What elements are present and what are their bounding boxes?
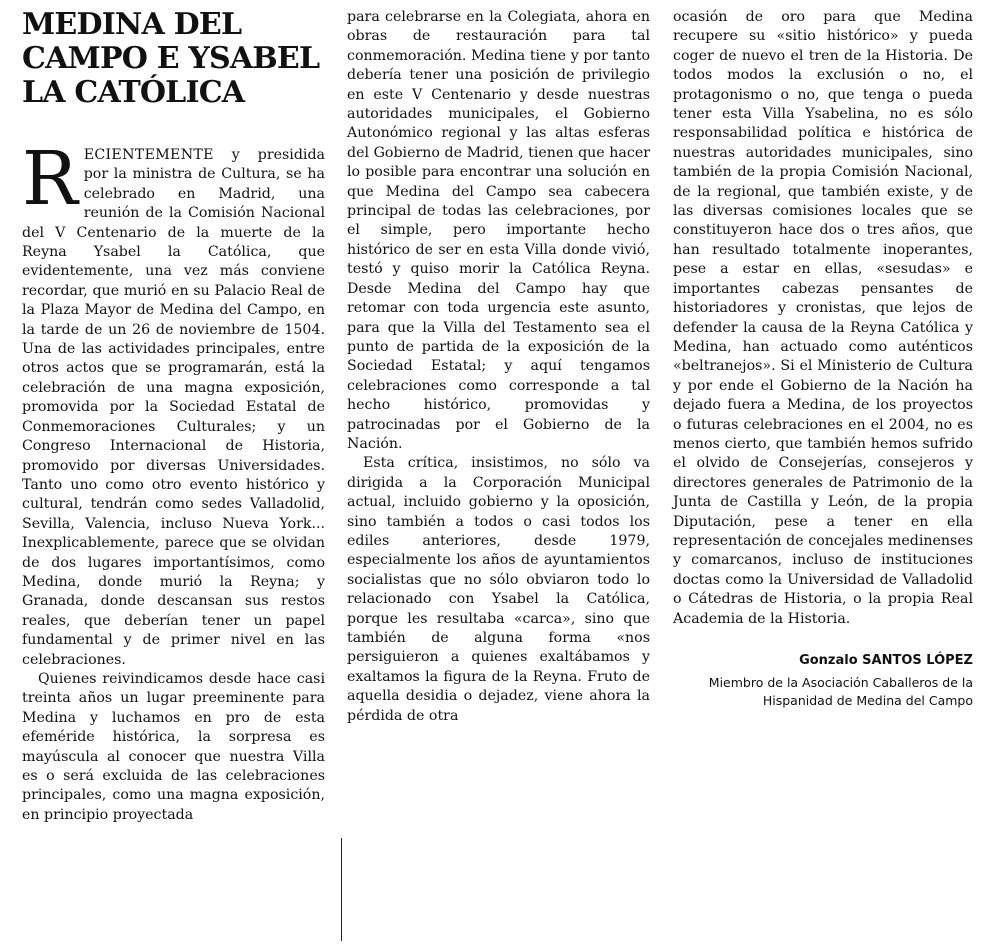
paragraph-1-text: y presidida por la ministra de Cultura, se ha celebrado en Madrid, una reunión de la Comisión Nacional del V Centenario de la muerte de la Reyna Ysabel la Católica, que evidentemente, una vez más conviene recordar, que murió en su Palacio Real de la Plaza Mayor de Medina del Campo, en la tarde de un 26 de noviembre de 1504. Una de las actividades principales, entre otros actos que se programarán, está la celebración de una magna exposición, promovida por la Sociedad Estatal de Conmemoraciones Culturales; y un Congreso Internacional de Historia, promovido por diversas Universidades. Tanto uno como otro evento histórico y cultural, tendrán como sedes Valladolid, Sevilla, Valencia, incluso Nueva York... Inexplicablemente, parece que se olvidan de dos lugares importantísimos, como Medina, donde murió la Reyna; y Granada, donde descansan sus restos reales, que deberían tener un papel fundamental y de primer nivel en las celebraciones. <box>22 147 325 668</box>
author-role <box>673 674 973 710</box>
paragraph-2-end: para celebrarse en la Colegiata, ahora en obras de restauración para tal conmemoración. Medina tiene y por tanto debería tener una posición de privilegio en este V Centenario y desde nuestras autoridades municipales, el Gobierno Autonómico regional y las altas esferas del Gobierno de Madrid, tienen que hacer lo posible para encontrar una solución en que Medina del Campo sea cabecera principal de todas las celebraciones, por el simple, pero importante hecho histórico de ser en esta Villa donde vivió, testó y quiso morir la Católica Reyna. Desde Medina del Campo hay que retomar con toda urgencia este asunto, para que la Villa del Testamento sea el punto de partida de la exposición de la Sociedad Estatal; y aquí tengamos celebraciones como corresponde a tal hecho histórico, promovidas y patrocinadas por el Gobierno de la Nación. <box>347 9 650 452</box>
drop-cap: R <box>22 136 78 222</box>
author-role-line-1: Miembro de la Asociación Caballeros de la <box>708 675 973 691</box>
author-role-line-2: Hispanidad de Medina del Campo <box>762 693 973 709</box>
column-1 <box>22 8 325 825</box>
author-name: Gonzalo SANTOS LÓPEZ <box>799 653 973 668</box>
lead-caps: ECIENTEMENTE <box>83 147 214 163</box>
column-2 <box>347 8 650 726</box>
signature-block <box>673 651 973 710</box>
paragraph-3-end: ocasión de oro para que Medina recupere su «sitio histórico» y pueda coger de nuevo el tren de la Historia. De todos modos la exclusión o no, el protagonismo o no, que tenga o pueda tener esta Villa Ysabelina, no es sólo responsabilidad política e histórica de nuestras autoridades municipales, sino también de la propia Comisión Nacional, de la regional, que también existe, y de las diversas comisiones locales que se constituyeron hace dos o tres años, que han resultado totalmente inoperantes, pese a estar en ellas, «sesudas» e importantes cabezas pensantes de historiadores y cronistas, que lejos de defender la causa de la Reyna Católica y Medina, han actuado como auténticos «beltranejos». Si el Ministerio de Cultura y por ende el Gobierno de la Nación ha dejado fuera a Medina, de los proyectos o futuras celebraciones en el 2004, no es menos cierto, que también hemos sufrido el olvido de Consejerías, consejeros y directores generales de Patrimonio de la Junta de Castilla y León, de la propia Diputación, pese a tener en ella representación de concejales medinenses y comarcanos, incluso de instituciones doctas como la Universidad de Valladolid o Cátedras de Historia, o la propia Real Academia de la Historia. <box>673 9 973 627</box>
paragraph-1 <box>22 136 325 670</box>
article-headline: MEDINA DEL CAMPO E YSABEL LA CATÓLICA <box>22 7 320 110</box>
column-divider <box>341 838 342 941</box>
paragraph-3-start: Esta crítica, insistimos, no sólo va dirigida a la Corporación Municipal actual, incluido gobierno y la oposición, sino también a todos o casi todos los ediles anteriores, desde 1979, especialmente los años de ayuntamientos socialistas que no sólo obviaron todo lo relacionado con Ysabel la Católica, porque les resultaba «carca», sino que también de alguna forma «nos persiguieron a quienes exaltábamos y exaltamos la figura de la Reyna. Fruto de aquella desidia o dejadez, viene ahora la pérdida de otra <box>347 455 650 724</box>
column-3 <box>673 8 973 710</box>
paragraph-2-start: Quienes reivindicamos desde hace casi treinta años un lugar preeminente para Medina y luchamos en pro de esta efeméride histórica, la sorpresa es mayúscula al conocer que nuestra Villa es o será excluida de las celebraciones principales, como una magna exposición, en principio proyectada <box>22 670 325 823</box>
